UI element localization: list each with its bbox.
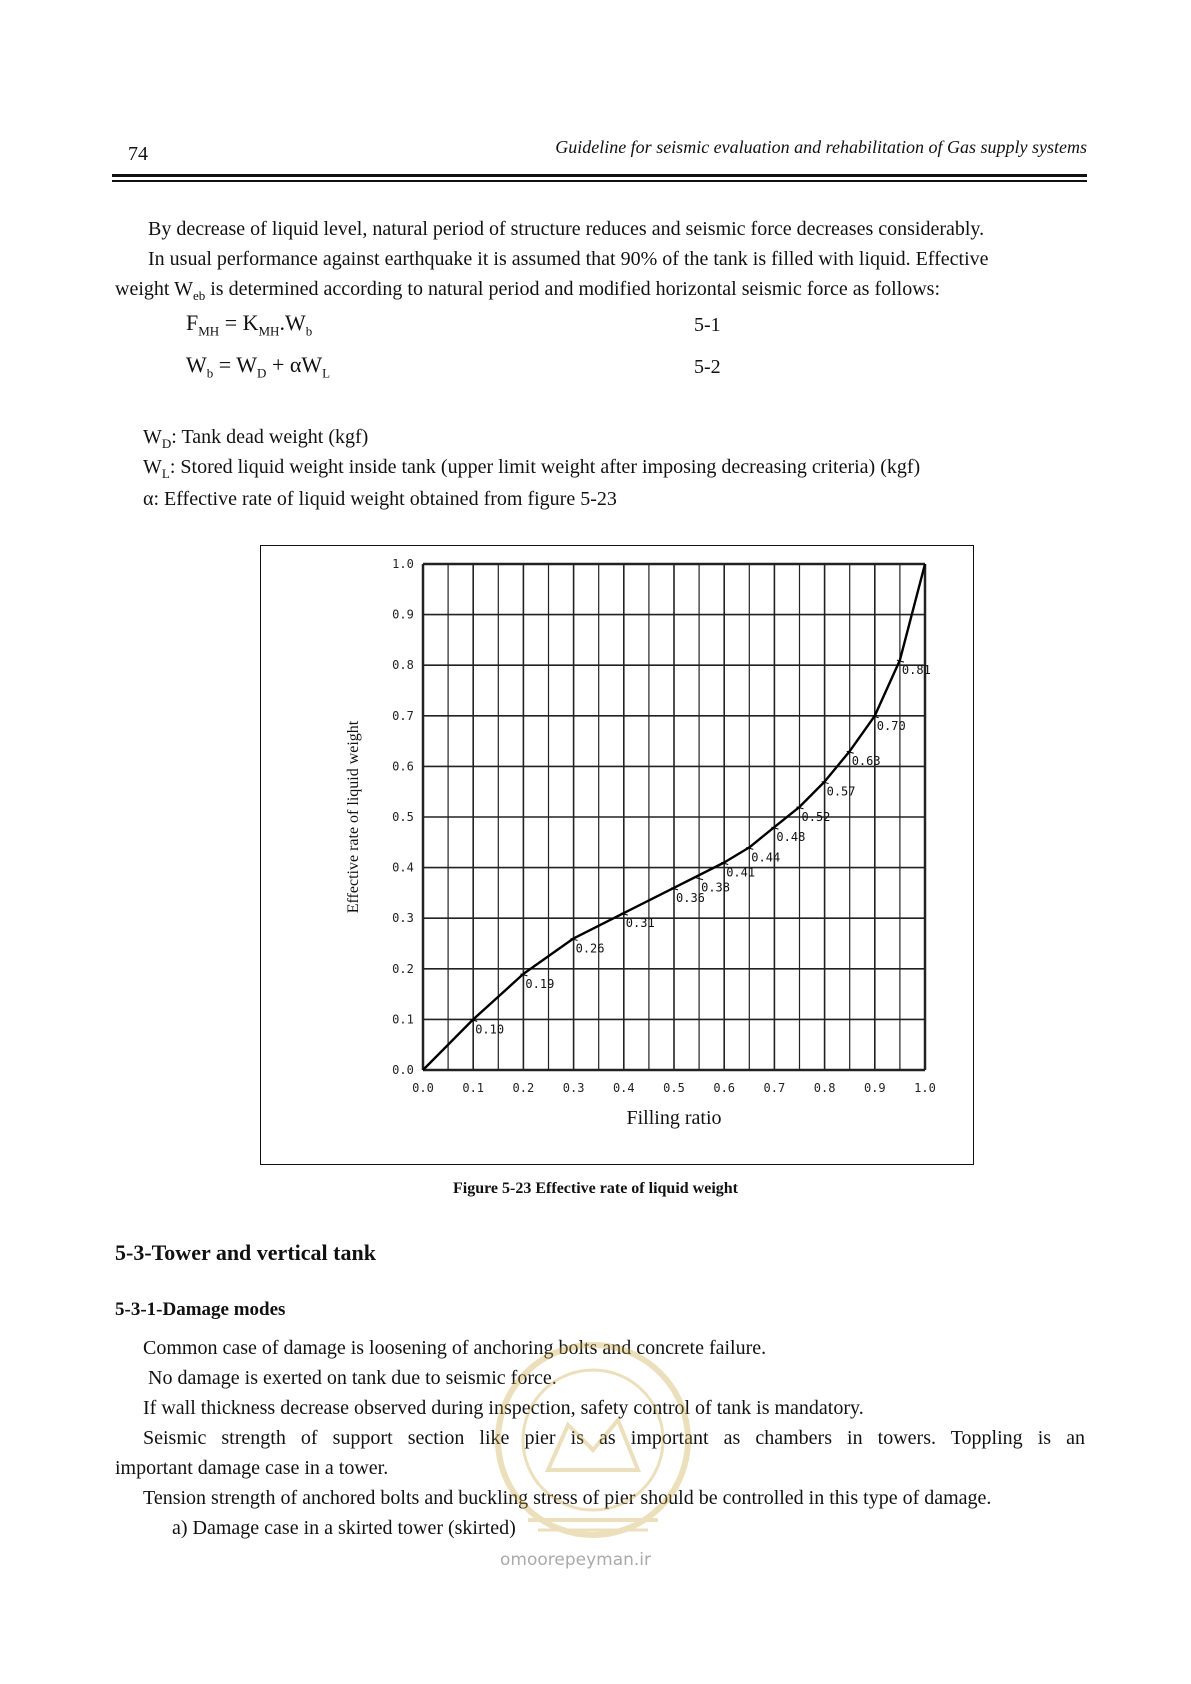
y-tick-label: 0.4 [392,860,414,875]
subsection-heading: 5-3-1-Damage modes [115,1299,286,1320]
x-tick-label: 0.3 [562,1081,585,1095]
y-tick-label: 0.3 [392,911,414,926]
section-line-4: Seismic strength of support section like pier is as important as chambers in towers. Toppling is an [143,1427,1085,1449]
section-line-3: If wall thickness decrease observed during inspection, safety control of tank is mandatory. [143,1397,864,1419]
y-tick-label: 0.0 [392,1063,414,1077]
y-tick-label: 0.1 [392,1012,414,1027]
header-rule [112,174,1087,177]
section-line-1: Common case of damage is loosening of anchoring bolts and concrete failure. [143,1337,767,1359]
x-tick-label: 0.4 [612,1081,635,1095]
data-label: 0.31 [625,916,655,931]
y-tick-label: 0.7 [392,708,414,723]
equation-number-5-2: 5-2 [694,356,721,378]
data-label: 0.70 [876,718,906,733]
data-label: 0.38 [701,880,731,895]
data-label: 0.10 [475,1022,505,1037]
data-label: 0.48 [776,830,806,845]
x-tick-label: 0.2 [512,1081,535,1095]
equation-5-2: $W_b = W_D + \alpha W_L$ [186,352,331,381]
data-label: 0.63 [851,754,881,769]
watermark-text: omoorepeyman.ir [500,1550,652,1570]
y-tick-label: 0.6 [392,759,414,774]
y-tick-label: 0.5 [392,810,414,824]
y-tick-label: 0.9 [392,607,414,622]
y-tick-label: 1.0 [392,557,414,571]
equation-number-5-1: 5-1 [694,314,721,336]
x-tick-label: 0.0 [412,1081,434,1095]
figure-5-23 [260,545,974,1165]
data-label: 0.52 [801,809,831,824]
x-tick-label: 0.9 [863,1081,886,1095]
watermark-logo [488,1330,698,1570]
definition-wd: $W_D$: Tank dead weight (kgf) [143,426,369,451]
y-tick-label: 0.8 [392,658,414,673]
y-tick-label: 0.2 [392,961,414,976]
figure-caption: Figure 5-23 Effective rate of liquid weight [453,1180,738,1197]
definition-alpha: α: Effective rate of liquid weight obtained from figure 5-23 [143,488,617,510]
paragraph-2a: In usual performance against earthquake it is assumed that 90% of the tank is filled with liquid. Effective [148,248,989,270]
section-heading: 5-3-Tower and vertical tank [115,1240,376,1265]
effective-rate-chart [261,546,973,1164]
paragraph-1: By decrease of liquid level, natural period of structure reduces and seismic force decreases considerably. [148,218,985,240]
section-line-5: important damage case in a tower. [115,1457,389,1479]
data-label: 0.41 [726,865,756,880]
paragraph-2b: weight $W_{eb}$ is determined according to natural period and modified horizontal seismic force as follows: [115,278,941,303]
x-tick-label: 0.5 [663,1081,685,1095]
x-tick-label: 0.1 [462,1081,485,1095]
running-header: Guideline for seismic evaluation and rehabilitation of Gas supply systems [555,137,1087,157]
data-label: 0.26 [575,941,605,956]
section-line-7: a) Damage case in a skirted tower (skirted) [172,1517,516,1539]
x-tick-label: 0.7 [763,1081,786,1095]
x-tick-label: 0.6 [713,1081,736,1095]
x-tick-label: 1.0 [914,1081,936,1095]
data-label: 0.44 [751,850,781,865]
data-label: 0.36 [676,890,705,905]
page-number: 74 [128,143,148,165]
x-tick-label: 0.8 [813,1081,836,1095]
header-rule-thin [112,180,1087,182]
equation-5-1: $F_{MH} = K_{MH}.W_b$ [186,310,313,339]
y-axis-label: Effective rate of liquid weight [345,720,362,914]
data-label: 0.57 [826,784,856,799]
data-label: 0.81 [901,663,931,678]
definition-wl: $W_L$: Stored liquid weight inside tank (upper limit weight after imposing decreasing criteria) (kgf) [143,456,921,481]
section-line-2: No damage is exerted on tank due to seismic force. [148,1367,557,1389]
x-axis-label: Filling ratio [626,1107,722,1129]
data-label: 0.19 [525,976,555,991]
section-line-6: Tension strength of anchored bolts and buckling stress of pier should be controlled in this type of damage. [143,1487,992,1509]
